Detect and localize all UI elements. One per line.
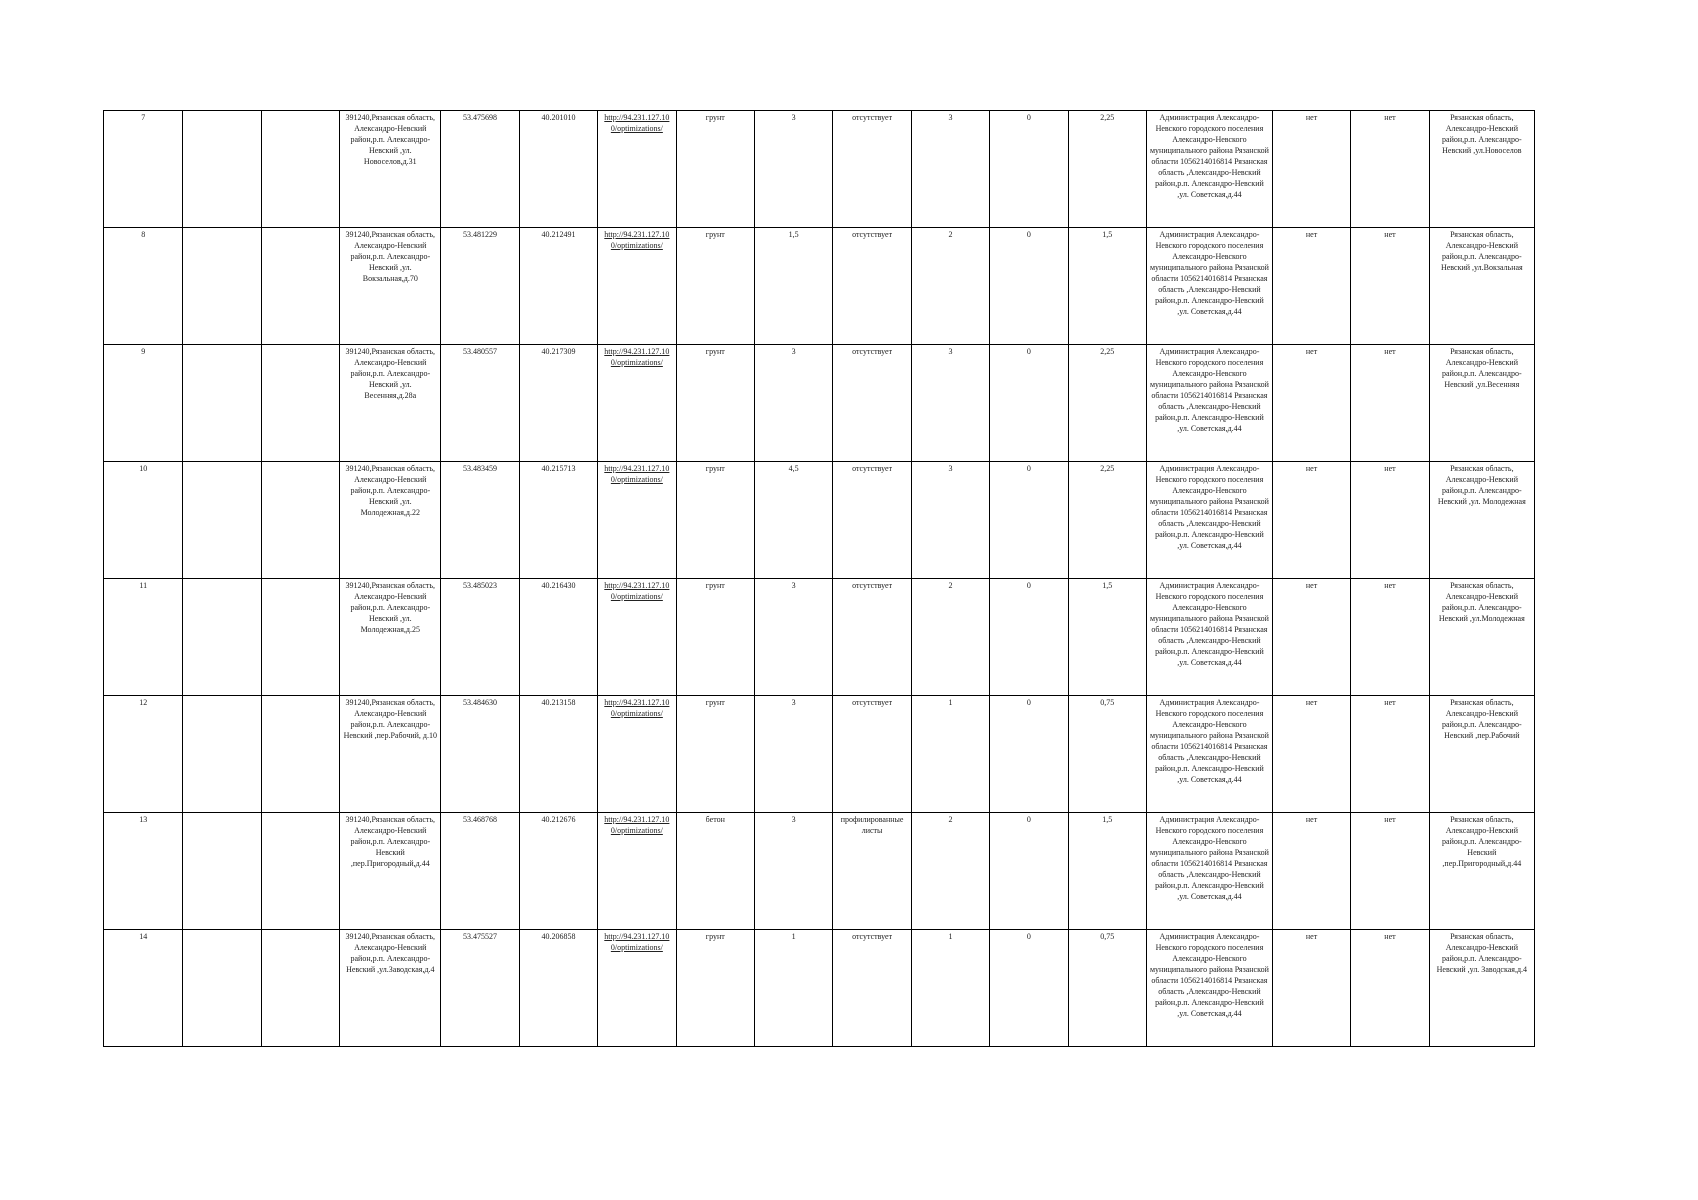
empty-cell [183,696,261,813]
row-number-cell: 7 [104,111,183,228]
address-cell: 391240,Рязанская область, Александро-Невский район,р.п. Александро-Невский ,ул. Молодежная,д.22 [340,462,441,579]
surface-cell: грунт [676,579,754,696]
volume-cell: 2,25 [1068,111,1146,228]
map-link[interactable]: http://94.231.127.10 0/optimizations/ [604,464,670,484]
surface-cell: грунт [676,930,754,1047]
waste-source-cell: Рязанская область, Александро-Невский район,р.п. Александро-Невский ,пер.Рабочий [1429,696,1534,813]
map-link-cell [598,228,676,345]
waste-source-cell: Рязанская область, Александро-Невский район,р.п. Александро-Невский ,ул. Молодежная [1429,462,1534,579]
map-link[interactable]: http://94.231.127.10 0/optimizations/ [604,698,670,718]
area-cell: 4,5 [754,462,832,579]
latitude-cell: 53.480557 [441,345,519,462]
table-row [104,462,1535,579]
containers-count-cell: 3 [911,111,989,228]
empty-cell [183,579,261,696]
waste-source-cell: Рязанская область, Александро-Невский район,р.п. Александро-Невский ,ул.Молодежная [1429,579,1534,696]
map-link[interactable]: http://94.231.127.10 0/optimizations/ [604,932,670,952]
latitude-cell: 53.475698 [441,111,519,228]
map-link-cell [598,462,676,579]
latitude-cell: 53.468768 [441,813,519,930]
address-cell: 391240,Рязанская область, Александро-Невский район,р.п. Александро-Невский ,пер.Рабочий, д.10 [340,696,441,813]
row-number-cell: 14 [104,930,183,1047]
table-row [104,345,1535,462]
map-link-cell [598,111,676,228]
empty-cell [261,111,339,228]
empty-cell [183,462,261,579]
map-link-cell [598,813,676,930]
flag-cell: нет [1272,462,1350,579]
containers-count-cell: 2 [911,579,989,696]
waste-source-cell: Рязанская область, Александро-Невский район,р.п. Александро-Невский ,ул.Вокзальная [1429,228,1534,345]
longitude-cell: 40.216430 [519,579,597,696]
flag-cell: нет [1272,345,1350,462]
empty-cell [261,813,339,930]
surface-cell: грунт [676,696,754,813]
owner-cell: Администрация Александро-Невского городского поселения Александро-Невского муниципального района Рязанской области 1056214016814 Рязанская область ,Александро-Невский район,р.п. Александро-Невский ,ул. Советская,д.44 [1147,111,1273,228]
row-number-cell: 8 [104,228,183,345]
map-link-cell [598,345,676,462]
longitude-cell: 40.212491 [519,228,597,345]
table-row [104,813,1535,930]
surface-cell: грунт [676,111,754,228]
count-cell: 0 [990,228,1068,345]
address-cell: 391240,Рязанская область, Александро-Невский район,р.п. Александро-Невский ,ул.Заводская,д.4 [340,930,441,1047]
table-row [104,930,1535,1047]
count-cell: 0 [990,813,1068,930]
address-cell: 391240,Рязанская область, Александро-Невский район,р.п. Александро-Невский ,ул. Вокзальная,д.70 [340,228,441,345]
address-cell: 391240,Рязанская область, Александро-Невский район,р.п. Александро-Невский ,ул. Молодежная,д.25 [340,579,441,696]
count-cell: 0 [990,111,1068,228]
count-cell: 0 [990,462,1068,579]
empty-cell [261,930,339,1047]
address-cell: 391240,Рязанская область, Александро-Невский район,р.п. Александро-Невский ,ул. Весенняя,д.28а [340,345,441,462]
row-number-cell: 11 [104,579,183,696]
map-link-cell [598,579,676,696]
owner-cell: Администрация Александро-Невского городского поселения Александро-Невского муниципального района Рязанской области 1056214016814 Рязанская область ,Александро-Невский район,р.п. Александро-Невский ,ул. Советская,д.44 [1147,579,1273,696]
fence-cell: отсутствует [833,579,911,696]
longitude-cell: 40.201010 [519,111,597,228]
flag-cell: нет [1272,111,1350,228]
count-cell: 0 [990,930,1068,1047]
empty-cell [183,813,261,930]
latitude-cell: 53.484630 [441,696,519,813]
row-number-cell: 10 [104,462,183,579]
row-number-cell: 12 [104,696,183,813]
area-cell: 3 [754,111,832,228]
volume-cell: 2,25 [1068,462,1146,579]
containers-count-cell: 2 [911,228,989,345]
surface-cell: грунт [676,228,754,345]
empty-cell [183,345,261,462]
containers-count-cell: 1 [911,696,989,813]
containers-count-cell: 3 [911,345,989,462]
empty-cell [183,930,261,1047]
waste-source-cell: Рязанская область, Александро-Невский район,р.п. Александро-Невский ,ул.Весенняя [1429,345,1534,462]
longitude-cell: 40.206858 [519,930,597,1047]
area-cell: 3 [754,345,832,462]
latitude-cell: 53.483459 [441,462,519,579]
containers-count-cell: 3 [911,462,989,579]
address-cell: 391240,Рязанская область, Александро-Невский район,р.п. Александро-Невский ,ул. Новоселов,д.31 [340,111,441,228]
area-cell: 3 [754,696,832,813]
volume-cell: 1,5 [1068,579,1146,696]
owner-cell: Администрация Александро-Невского городского поселения Александро-Невского муниципального района Рязанской области 1056214016814 Рязанская область ,Александро-Невский район,р.п. Александро-Невский ,ул. Советская,д.44 [1147,228,1273,345]
address-cell: 391240,Рязанская область, Александро-Невский район,р.п. Александро-Невский ,пер.Пригородный,д.44 [340,813,441,930]
flag-cell: нет [1351,579,1429,696]
flag-cell: нет [1272,930,1350,1047]
map-link[interactable]: http://94.231.127.10 0/optimizations/ [604,347,670,367]
empty-cell [261,696,339,813]
flag-cell: нет [1272,579,1350,696]
latitude-cell: 53.481229 [441,228,519,345]
fence-cell: отсутствует [833,462,911,579]
row-number-cell: 13 [104,813,183,930]
count-cell: 0 [990,579,1068,696]
empty-cell [261,579,339,696]
area-cell: 1 [754,930,832,1047]
flag-cell: нет [1272,813,1350,930]
empty-cell [183,111,261,228]
empty-cell [261,462,339,579]
map-link[interactable]: http://94.231.127.10 0/optimizations/ [604,815,670,835]
flag-cell: нет [1351,696,1429,813]
surface-cell: бетон [676,813,754,930]
latitude-cell: 53.475527 [441,930,519,1047]
waste-source-cell: Рязанская область, Александро-Невский район,р.п. Александро-Невский ,ул. Заводская,д.4 [1429,930,1534,1047]
owner-cell: Администрация Александро-Невского городского поселения Александро-Невского муниципального района Рязанской области 1056214016814 Рязанская область ,Александро-Невский район,р.п. Александро-Невский ,ул. Советская,д.44 [1147,462,1273,579]
table-row [104,579,1535,696]
count-cell: 0 [990,345,1068,462]
volume-cell: 0,75 [1068,696,1146,813]
empty-cell [261,228,339,345]
waste-source-cell: Рязанская область, Александро-Невский район,р.п. Александро-Невский ,пер.Пригородный,д.44 [1429,813,1534,930]
flag-cell: нет [1351,462,1429,579]
area-cell: 3 [754,813,832,930]
longitude-cell: 40.217309 [519,345,597,462]
volume-cell: 1,5 [1068,813,1146,930]
fence-cell: отсутствует [833,345,911,462]
count-cell: 0 [990,696,1068,813]
longitude-cell: 40.213158 [519,696,597,813]
table-row [104,696,1535,813]
longitude-cell: 40.215713 [519,462,597,579]
table-row [104,228,1535,345]
longitude-cell: 40.212676 [519,813,597,930]
volume-cell: 2,25 [1068,345,1146,462]
empty-cell [183,228,261,345]
empty-cell [261,345,339,462]
owner-cell: Администрация Александро-Невского городского поселения Александро-Невского муниципального района Рязанской области 1056214016814 Рязанская область ,Александро-Невский район,р.п. Александро-Невский ,ул. Советская,д.44 [1147,930,1273,1047]
owner-cell: Администрация Александро-Невского городского поселения Александро-Невского муниципального района Рязанской области 1056214016814 Рязанская область ,Александро-Невский район,р.п. Александро-Невский ,ул. Советская,д.44 [1147,345,1273,462]
map-link-cell [598,930,676,1047]
row-number-cell: 9 [104,345,183,462]
fence-cell: отсутствует [833,930,911,1047]
fence-cell: отсутствует [833,111,911,228]
surface-cell: грунт [676,462,754,579]
flag-cell: нет [1351,813,1429,930]
surface-cell: грунт [676,345,754,462]
table-row [104,111,1535,228]
waste-source-cell: Рязанская область, Александро-Невский район,р.п. Александро-Невский ,ул.Новоселов [1429,111,1534,228]
map-link-cell [598,696,676,813]
map-link[interactable]: http://94.231.127.10 0/optimizations/ [604,113,670,133]
owner-cell: Администрация Александро-Невского городского поселения Александро-Невского муниципального района Рязанской области 1056214016814 Рязанская область ,Александро-Невский район,р.п. Александро-Невский ,ул. Советская,д.44 [1147,696,1273,813]
containers-count-cell: 1 [911,930,989,1047]
fence-cell: профилированные листы [833,813,911,930]
area-cell: 3 [754,579,832,696]
registry-table [103,110,1535,1047]
latitude-cell: 53.485023 [441,579,519,696]
flag-cell: нет [1351,228,1429,345]
flag-cell: нет [1351,345,1429,462]
volume-cell: 1,5 [1068,228,1146,345]
flag-cell: нет [1272,696,1350,813]
flag-cell: нет [1351,930,1429,1047]
area-cell: 1,5 [754,228,832,345]
fence-cell: отсутствует [833,228,911,345]
map-link[interactable]: http://94.231.127.10 0/optimizations/ [604,581,670,601]
containers-count-cell: 2 [911,813,989,930]
fence-cell: отсутствует [833,696,911,813]
map-link[interactable]: http://94.231.127.10 0/optimizations/ [604,230,670,250]
flag-cell: нет [1351,111,1429,228]
volume-cell: 0,75 [1068,930,1146,1047]
flag-cell: нет [1272,228,1350,345]
owner-cell: Администрация Александро-Невского городского поселения Александро-Невского муниципального района Рязанской области 1056214016814 Рязанская область ,Александро-Невский район,р.п. Александро-Невский ,ул. Советская,д.44 [1147,813,1273,930]
